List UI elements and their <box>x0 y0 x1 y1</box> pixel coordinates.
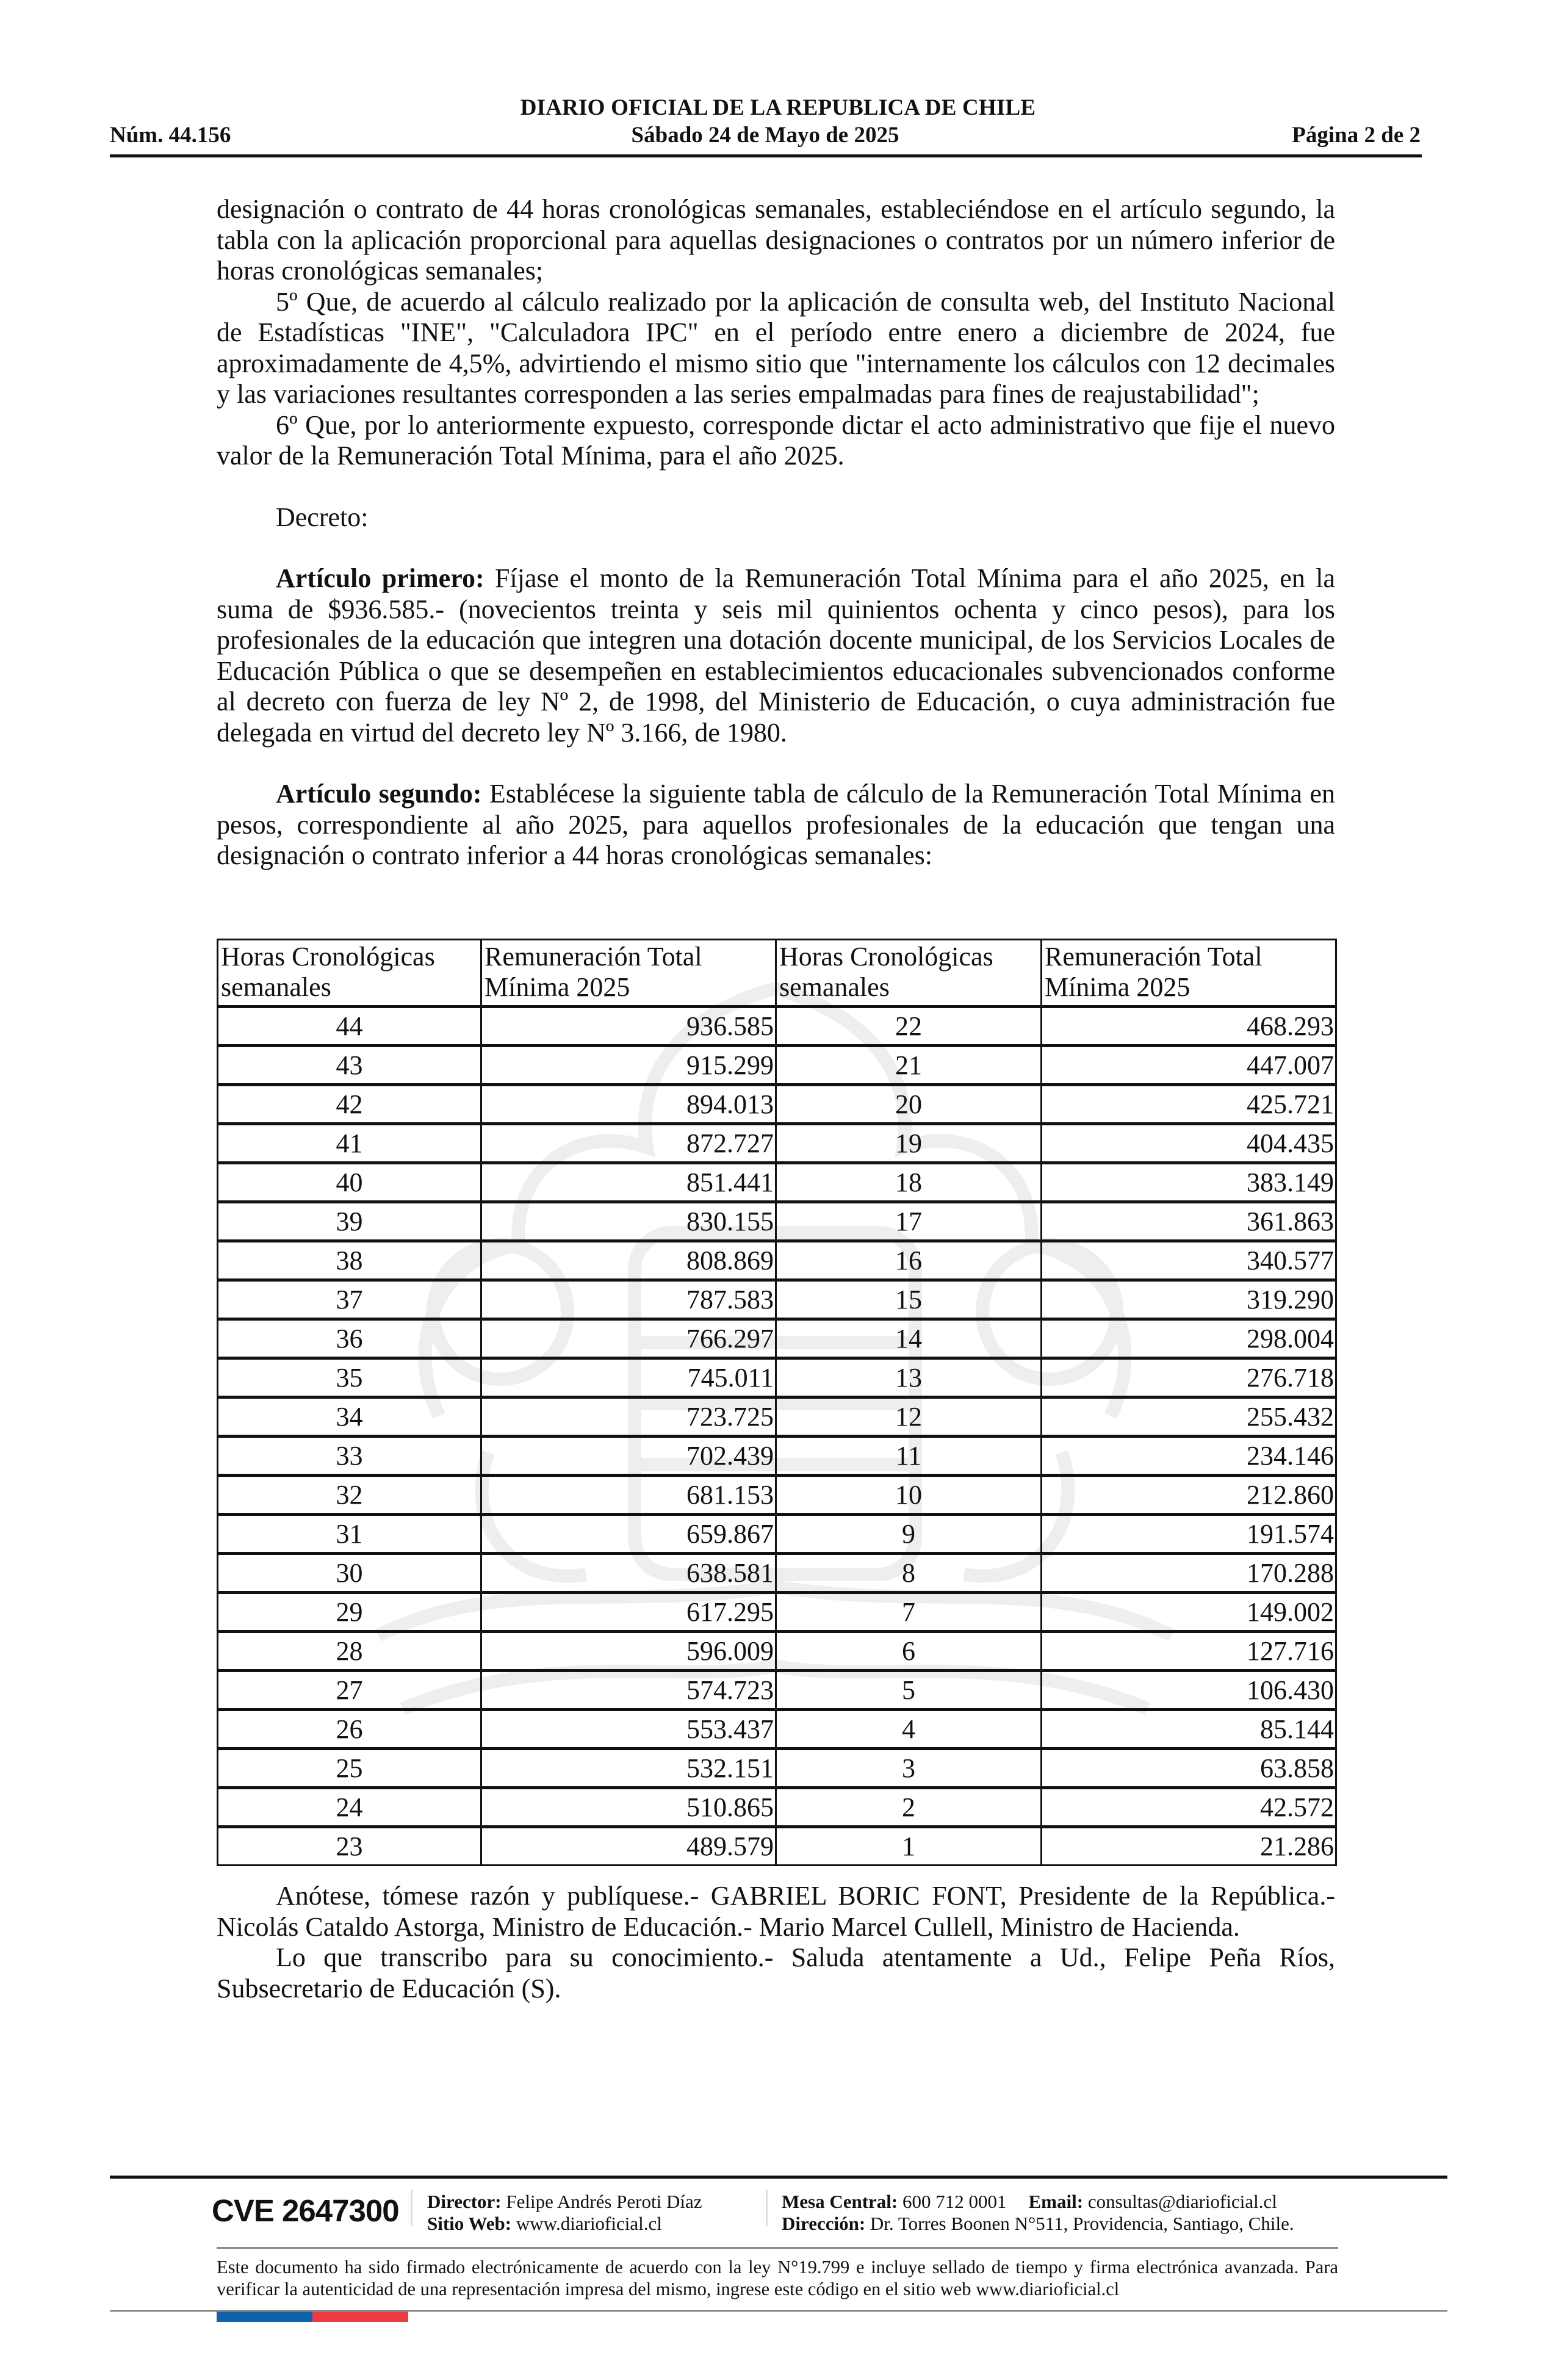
remuneration-cell: 532.151 <box>481 1749 776 1788</box>
hours-cell: 5 <box>776 1671 1042 1710</box>
hours-cell: 41 <box>218 1124 481 1163</box>
hours-cell: 20 <box>776 1085 1042 1124</box>
table-row <box>218 1163 1336 1202</box>
table-row <box>218 1749 1336 1788</box>
table-header-row <box>218 940 1336 1007</box>
hours-cell: 11 <box>776 1437 1042 1476</box>
remuneration-cell: 383.149 <box>1042 1163 1336 1202</box>
address-label: Dirección: <box>782 2213 866 2234</box>
remuneration-cell: 63.858 <box>1042 1749 1336 1788</box>
website-link[interactable]: www.diarioficial.cl <box>511 2213 662 2234</box>
remuneration-cell: 681.153 <box>481 1476 776 1515</box>
hours-cell: 27 <box>218 1671 481 1710</box>
remuneration-cell: 468.293 <box>1042 1007 1336 1046</box>
hours-cell: 15 <box>776 1280 1042 1319</box>
article-2-label: Artículo segundo: <box>276 779 482 809</box>
remuneration-cell: 404.435 <box>1042 1124 1336 1163</box>
hours-cell: 18 <box>776 1163 1042 1202</box>
footer-contact-block <box>782 2191 1294 2235</box>
remuneration-table <box>217 939 1337 1866</box>
footer-director-block <box>427 2191 702 2235</box>
hours-cell: 28 <box>218 1632 481 1671</box>
hours-cell: 16 <box>776 1241 1042 1280</box>
cve-code: CVE 2647300 <box>212 2193 399 2228</box>
table-row <box>218 1007 1336 1046</box>
table-row <box>218 1827 1336 1866</box>
header-divider <box>110 154 1422 157</box>
hours-cell: 36 <box>218 1319 481 1358</box>
hours-cell: 8 <box>776 1554 1042 1593</box>
footer-divider-thin <box>217 2247 1338 2249</box>
hours-cell: 21 <box>776 1046 1042 1085</box>
remuneration-cell: 702.439 <box>481 1437 776 1476</box>
hours-cell: 23 <box>218 1827 481 1866</box>
remuneration-cell: 106.430 <box>1042 1671 1336 1710</box>
hours-cell: 2 <box>776 1788 1042 1827</box>
remuneration-cell: 212.860 <box>1042 1476 1336 1515</box>
table-row <box>218 1397 1336 1437</box>
remuneration-cell: 617.295 <box>481 1593 776 1632</box>
website-label: Sitio Web: <box>427 2213 512 2234</box>
remuneration-cell: 851.441 <box>481 1163 776 1202</box>
phone-label: Mesa Central: <box>782 2191 898 2212</box>
hours-cell: 6 <box>776 1632 1042 1671</box>
hours-cell: 9 <box>776 1515 1042 1554</box>
footer-divider <box>110 2176 1447 2179</box>
email-label: Email: <box>1028 2191 1084 2212</box>
page-indicator: Página 2 de 2 <box>1292 123 1421 148</box>
remuneration-cell: 723.725 <box>481 1397 776 1437</box>
hours-cell: 4 <box>776 1710 1042 1749</box>
header-row <box>110 122 1421 149</box>
issue-date: Sábado 24 de Mayo de 2025 <box>631 123 899 148</box>
column-header-remuneration: Remuneración Total Mínima 2025 <box>481 940 776 1007</box>
remuneration-cell: 276.718 <box>1042 1358 1336 1397</box>
hours-cell: 26 <box>218 1710 481 1749</box>
remuneration-cell: 936.585 <box>481 1007 776 1046</box>
hours-cell: 35 <box>218 1358 481 1397</box>
table-row <box>218 1554 1336 1593</box>
hours-cell: 42 <box>218 1085 481 1124</box>
hours-cell: 3 <box>776 1749 1042 1788</box>
footer-separator <box>411 2190 412 2226</box>
article-1-text: Fíjase el monto de la Remuneración Total Mínima para el año 2025, en la suma de $936.585.- (novecientos treinta y seis mil quinientos ochenta y cinco pesos), para los profesionales de la educación que integren una dotación docente municipal, de los Servicios Locales de Educación Pública o que se desempeñen en establecimientos educacionales subvencionados conforme al decreto con fuerza de ley Nº 2, de 1998, del Ministerio de Educación, o cuya administración fue delegada en virtud del decreto ley Nº 3.166, de 1980. <box>217 563 1335 748</box>
hours-cell: 37 <box>218 1280 481 1319</box>
table-row <box>218 1358 1336 1397</box>
footer-separator <box>766 2190 768 2226</box>
remuneration-cell: 787.583 <box>481 1280 776 1319</box>
hours-cell: 39 <box>218 1202 481 1241</box>
hours-cell: 34 <box>218 1397 481 1437</box>
hours-cell: 12 <box>776 1397 1042 1437</box>
table-row <box>218 1710 1336 1749</box>
decreto-heading: Decreto: <box>276 502 369 532</box>
email-link[interactable]: consultas@diarioficial.cl <box>1083 2191 1277 2212</box>
director-line <box>427 2191 702 2213</box>
remuneration-cell: 42.572 <box>1042 1788 1336 1827</box>
remuneration-cell: 574.723 <box>481 1671 776 1710</box>
closing-section <box>217 1881 1335 2004</box>
hours-cell: 7 <box>776 1593 1042 1632</box>
table-row <box>218 1788 1336 1827</box>
table-row <box>218 1202 1336 1241</box>
issue-number: Núm. 44.156 <box>110 123 231 148</box>
director-name: Felipe Andrés Peroti Díaz <box>501 2191 702 2212</box>
hours-cell: 31 <box>218 1515 481 1554</box>
remuneration-cell: 489.579 <box>481 1827 776 1866</box>
remuneration-cell: 85.144 <box>1042 1710 1336 1749</box>
remuneration-cell: 298.004 <box>1042 1319 1336 1358</box>
hours-cell: 43 <box>218 1046 481 1085</box>
table-row <box>218 1515 1336 1554</box>
article-2-text: Establécese la siguiente tabla de cálculo de la Remuneración Total Mínima en pesos, correspondiente al año 2025, para aquellos profesionales de la educación que tengan una designación o contrato inferior a 44 horas cronológicas semanales: <box>217 779 1335 870</box>
remuneration-cell: 745.011 <box>481 1358 776 1397</box>
table-row <box>218 1085 1336 1124</box>
remuneration-cell: 234.146 <box>1042 1437 1336 1476</box>
hours-cell: 10 <box>776 1476 1042 1515</box>
remuneration-cell: 638.581 <box>481 1554 776 1593</box>
remuneration-cell: 808.869 <box>481 1241 776 1280</box>
table-row <box>218 1124 1336 1163</box>
remuneration-cell: 510.865 <box>481 1788 776 1827</box>
hours-cell: 14 <box>776 1319 1042 1358</box>
contact-line <box>782 2191 1294 2213</box>
remuneration-cell: 830.155 <box>481 1202 776 1241</box>
remuneration-cell: 340.577 <box>1042 1241 1336 1280</box>
flag-stripe-red <box>312 2312 408 2322</box>
flag-stripe-blue <box>217 2312 312 2322</box>
table-row <box>218 1437 1336 1476</box>
remuneration-cell: 319.290 <box>1042 1280 1336 1319</box>
hours-cell: 33 <box>218 1437 481 1476</box>
hours-cell: 40 <box>218 1163 481 1202</box>
table-row <box>218 1632 1336 1671</box>
remuneration-cell: 21.286 <box>1042 1827 1336 1866</box>
remuneration-cell: 447.007 <box>1042 1046 1336 1085</box>
address-value: Dr. Torres Boonen N°511, Providencia, Santiago, Chile. <box>865 2213 1294 2234</box>
website-line <box>427 2213 702 2235</box>
remuneration-cell: 915.299 <box>481 1046 776 1085</box>
electronic-signature-disclaimer: Este documento ha sido firmado electrónicamente de acuerdo con la ley N°19.799 e incluye sellado de tiempo y firma electrónica avanzada. Para verificar la autenticidad de una representación impresa del mismo, ingrese este código en el sitio web www.diarioficial.cl <box>217 2257 1338 2299</box>
remuneration-cell: 425.721 <box>1042 1085 1336 1124</box>
table-row <box>218 1280 1336 1319</box>
table-row <box>218 1671 1336 1710</box>
remuneration-cell: 596.009 <box>481 1632 776 1671</box>
column-header-hours: Horas Cronológicas semanales <box>776 940 1042 1007</box>
remuneration-cell: 149.002 <box>1042 1593 1336 1632</box>
remuneration-cell: 255.432 <box>1042 1397 1336 1437</box>
address-line <box>782 2213 1294 2235</box>
hours-cell: 22 <box>776 1007 1042 1046</box>
hours-cell: 29 <box>218 1593 481 1632</box>
remuneration-cell: 894.013 <box>481 1085 776 1124</box>
table-body <box>218 1007 1336 1866</box>
paragraph-5: 5º Que, de acuerdo al cálculo realizado por la aplicación de consulta web, del Instituto Nacional de Estadísticas "INE", "Calculadora IPC" en el período entre enero a diciembre de 2024, fue aproximadamente de 4,5%, advirtiendo el mismo sitio que "internamente los cálculos con 12 decimales y las variaciones resultantes corresponden a las series empalmadas para fines de reajustabilidad"; <box>217 286 1335 409</box>
decree-body <box>217 194 1335 871</box>
hours-cell: 17 <box>776 1202 1042 1241</box>
hours-cell: 32 <box>218 1476 481 1515</box>
remuneration-cell: 191.574 <box>1042 1515 1336 1554</box>
remuneration-cell: 553.437 <box>481 1710 776 1749</box>
table-row <box>218 1241 1336 1280</box>
article-2 <box>217 779 1335 871</box>
hours-cell: 1 <box>776 1827 1042 1866</box>
phone-number: 600 712 0001 <box>898 2191 1007 2212</box>
remuneration-cell: 872.727 <box>481 1124 776 1163</box>
director-label: Director: <box>427 2191 502 2212</box>
hours-cell: 19 <box>776 1124 1042 1163</box>
hours-cell: 13 <box>776 1358 1042 1397</box>
remuneration-cell: 170.288 <box>1042 1554 1336 1593</box>
paragraph-4-continuation: designación o contrato de 44 horas cronológicas semanales, estableciéndose en el artículo segundo, la tabla con la aplicación proporcional para aquellas designaciones o contratos por un número inferior de horas cronológicas semanales; <box>217 194 1335 286</box>
column-header-hours: Horas Cronológicas semanales <box>218 940 481 1007</box>
hours-cell: 30 <box>218 1554 481 1593</box>
table-row <box>218 1046 1336 1085</box>
table-row <box>218 1476 1336 1515</box>
remuneration-cell: 361.863 <box>1042 1202 1336 1241</box>
remuneration-cell: 127.716 <box>1042 1632 1336 1671</box>
hours-cell: 44 <box>218 1007 481 1046</box>
gazette-title: DIARIO OFICIAL DE LA REPUBLICA DE CHILE <box>520 95 1036 120</box>
paragraph-6: 6º Que, por lo anteriormente expuesto, corresponde dictar el acto administrativo que fije el nuevo valor de la Remuneración Total Mínima, para el año 2025. <box>217 409 1335 471</box>
hours-cell: 25 <box>218 1749 481 1788</box>
remuneration-cell: 766.297 <box>481 1319 776 1358</box>
article-1-label: Artículo primero: <box>276 563 484 593</box>
signatures-paragraph: Anótese, tómese razón y publíquese.- GABRIEL BORIC FONT, Presidente de la República.- Nicolás Cataldo Astorga, Ministro de Educación.- Mario Marcel Cullell, Ministro de Hacienda. <box>217 1881 1335 1942</box>
hours-cell: 24 <box>218 1788 481 1827</box>
hours-cell: 38 <box>218 1241 481 1280</box>
table-row <box>218 1593 1336 1632</box>
transcription-paragraph: Lo que transcribo para su conocimiento.- Saluda atentamente a Ud., Felipe Peña Ríos, Subsecretario de Educación (S). <box>217 1942 1335 2003</box>
table-row <box>218 1319 1336 1358</box>
remuneration-cell: 659.867 <box>481 1515 776 1554</box>
column-header-remuneration: Remuneración Total Mínima 2025 <box>1042 940 1336 1007</box>
article-1 <box>217 563 1335 748</box>
